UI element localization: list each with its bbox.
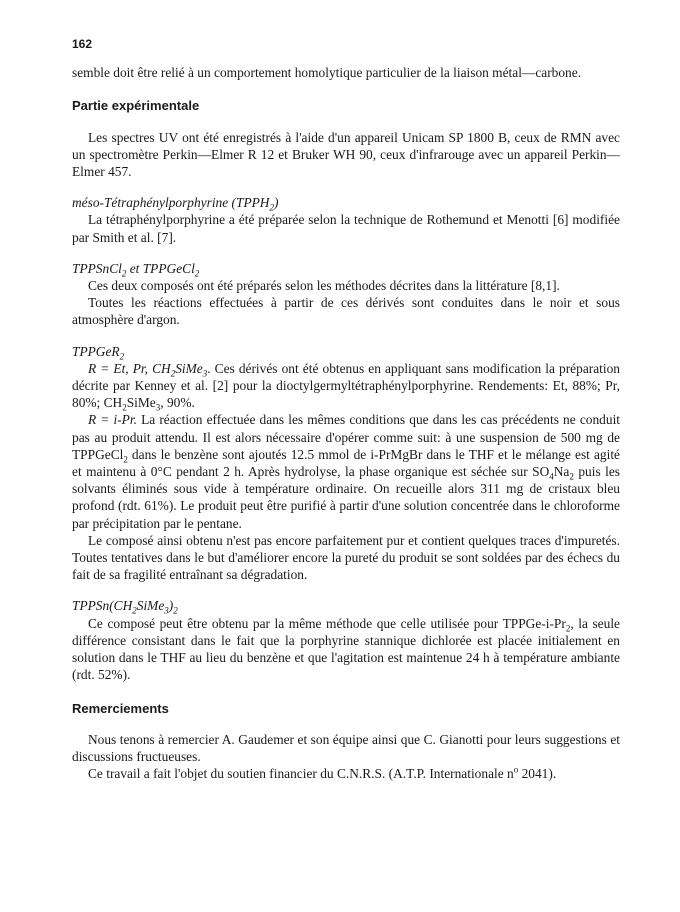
tppger2-paragraph-2: R = i-Pr. La réaction effectuée dans les mêmes conditions que dans les cas précédents ne conduit pas au produit attendu. Il est alors nécessaire d'opérer comme suit: à une suspension de 500 mg de TPPGeCl$_2$ dans le benzène sont ajoutés 12.5 mmol de i-PrMgBr dans le THF et le mélange est agité et maintenu à 0°C pendant 2 h. Après hydrolyse, la phase organique est séchée sur $SO_4Na_2$ puis les solvants éliminés sous vide à température ordinaire. On recueille alors 311 mg de cristaux bleu profond (rdt. 61%). Le produit peut être purifié à partir d'une solution concentrée dans le chloroforme par précipitation par le pentane. <box>72 412 621 531</box>
tppsncl2-paragraph-1: Ces deux composés ont été préparés selon les méthodes décrites dans la littérature [8,1]. <box>88 278 560 294</box>
subsection-title-tppsn: $TPPSn(CH_2SiMe_3)_2$ <box>72 598 178 617</box>
intro-paragraph: semble doit être relié à un comportement homolytique particulier de la liaison métal—carbone. <box>72 65 582 81</box>
tppger2-paragraph-1: R = Et, Pr, $CH_2SiMe_3$. Ces dérivés ont été obtenus en appliquant sans modification la préparation décrite par Kenney et al. [2] pour la dioctylgermyltétraphénylporphyrine. Rendements: Et, 88%; Pr, 80%; $CH_2SiMe_3$, 90%. <box>72 360 620 413</box>
paper-page <box>72 36 620 782</box>
tpph2-paragraph: La tétraphénylporphyrine a été préparée selon la technique de Rothemund et Menotti [6] modifiée par Smith et al. [7]. <box>72 212 620 245</box>
tppsncl2-paragraph-2: Toutes les réactions effectuées à partir de ces dérivés sont conduites dans le noir et sous atmosphère d'argon. <box>72 295 620 328</box>
tppsn-paragraph: Ce composé peut être obtenu par la même méthode que celle utilisée pour TPPGe-$i-Pr_2$, la seule différence consistant dans le fait que la porphyrine stannique dichlorée est placée initialement en solution dans le THF au lieu du benzène et que l'agitation est maintenue 24 h à température ambiante (rdt. 52%). <box>72 615 620 683</box>
page-number: 162 <box>72 37 93 51</box>
subsection-title-tppsncl2: TPPSnCl$_2$ et TPPGeCl$_2$ <box>72 260 200 279</box>
tppger2-paragraph-3: Le composé ainsi obtenu n'est pas encore parfaitement pur et contient quelques traces d'impuretés. Toutes tentatives dans le but d'améliorer encore la pureté du produit se sont soldées par des échecs du fait de sa fragilité entraînant sa dégradation. <box>72 532 620 583</box>
section-heading-thanks: Remerciements <box>72 700 169 716</box>
subsection-title-tpph2: méso-Tétraphénylporphyrine $(TPPH_2)$ <box>72 195 279 213</box>
thanks-paragraph-1: Nous tenons à remercier A. Gaudemer et son équipe ainsi que C. Gianotti pour leurs suggestions et discussions fructueuses. <box>72 731 620 764</box>
subsection-title-tppger2: TPPGeR$_2$ <box>72 343 125 362</box>
spectra-paragraph: Les spectres UV ont été enregistrés à l'aide d'un appareil Unicam SP 1800 B, ceux de RMN avec un spectromètre Perkin—Elmer R 12 et Bruker WH 90, ceux d'infrarouge avec un appareil Perkin—Elmer 457. <box>72 129 620 180</box>
section-heading-experimental: Partie expérimentale <box>72 98 200 114</box>
thanks-paragraph-2: Ce travail a fait l'objet du soutien financier du C.N.R.S. (A.T.P. Internationale $n^o$ 2041). <box>88 764 557 782</box>
